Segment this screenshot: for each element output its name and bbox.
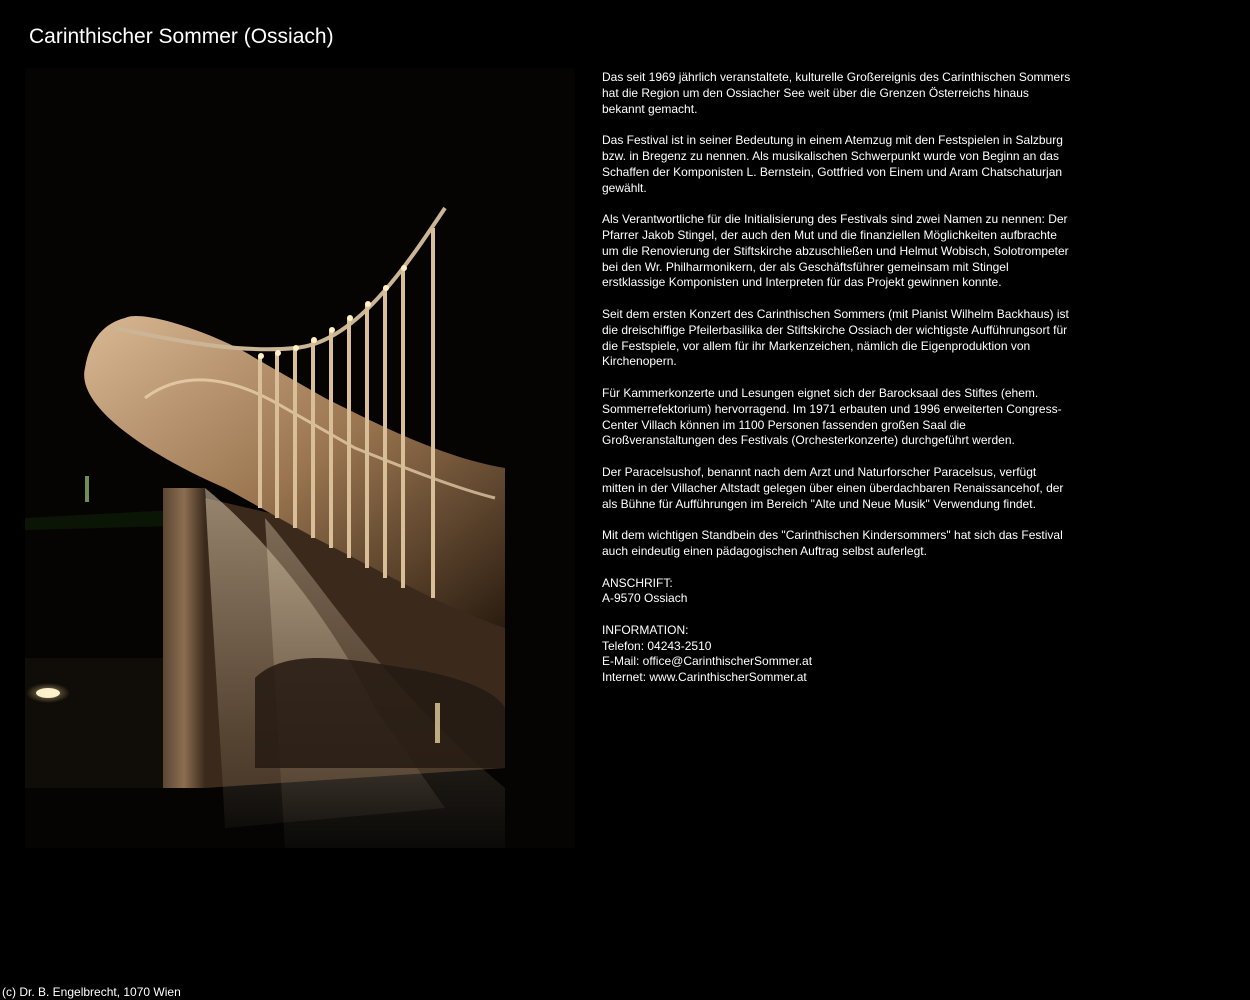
information-heading: INFORMATION: [602,622,689,637]
description-text [602,70,1072,702]
paragraph-paracelsushof: Der Paracelsushof, benannt nach dem Arzt und Naturforscher Paracelsus, verfügt mitten in der Villacher Altstadt gelegen über einen überdachbaren Renaissancehof, der als Bühne für Aufführungen im Bereich "Alte und Neue Musik" Verwendung findet. [602,464,1064,511]
email-text: E-Mail: office@CarinthischerSommer.at [602,654,813,669]
internet-text: Internet: www.CarinthischerSommer.at [602,670,807,685]
paragraph-venue-baroque-hall: Für Kammerkonzerte und Lesungen eignet sich der Barocksaal des Stiftes (ehem. Sommerrefektorium) hervorragend. Im 1971 erbauten und 1996 erweiterten Congress-Center Villach können im 1100 Personen fassenden großen Saal die Großveranstaltungen des Festivals (Orchesterkonzerte) durchgeführt werden. [602,385,1062,448]
paragraph-kindersommer: Mit dem wichtigen Standbein des "Carinthischen Kindersommers" hat sich das Festival auch eindeutig einen pädagogischen Auftrag selbst auferlegt. [602,528,1063,558]
paragraph-history: Das seit 1969 jährlich veranstaltete, kulturelle Großereignis des Carinthischen Sommers hat die Region um den Ossiacher See weit über die Grenzen Österreichs hinaus bekannt gemacht. [602,70,1071,116]
information-block [602,623,1072,686]
page-title: Carinthischer Sommer (Ossiach) [29,25,334,48]
copyright-notice: (c) Dr. B. Engelbrecht, 1070 Wien [2,985,181,999]
phone-text: Telefon: 04243-2510 [602,638,712,653]
address-block [602,576,1072,608]
paragraph-venue-basilica: Seit dem ersten Konzert des Carinthischen Sommers (mit Pianist Wilhelm Backhaus) ist die dreischiffige Pfeilerbasilika der Stiftskirche Ossiach der wichtigste Aufführungsort für die Festspiele, vor allem für ihr Markenzeichen, nämlich die Eigenproduktion von Kirchenopern. [602,306,1069,369]
address-line: A-9570 Ossiach [602,591,688,606]
paragraph-significance: Das Festival ist in seiner Bedeutung in einem Atemzug mit den Festspielen in Salzburg bzw. in Bregenz zu nennen. Als musikalischen Schwerpunkt wurde von Beginn an das Schaffen der Komponisten L. Bernstein, Gottfried von Einem und Aram Chatschaturjan gewählt. [602,133,1063,195]
fountain-photo [25,68,575,848]
address-heading: ANSCHRIFT: [602,575,673,590]
paragraph-founders: Als Verantwortliche für die Initialisierung des Festivals sind zwei Namen zu nennen: Der Pfarrer Jakob Stingel, der auch den Mut und die finanziellen Möglichkeiten aufbrachte um die Renovierung der Stiftskirche abzuschließen und Helmut Wobisch, Solotrompeter bei den Wr. Philharmonikern, der als Geschäftsführer gemeinsam mit Stingel erstklassige Komponisten und Interpreten für das Projekt gewinnen konnte. [602,212,1069,290]
